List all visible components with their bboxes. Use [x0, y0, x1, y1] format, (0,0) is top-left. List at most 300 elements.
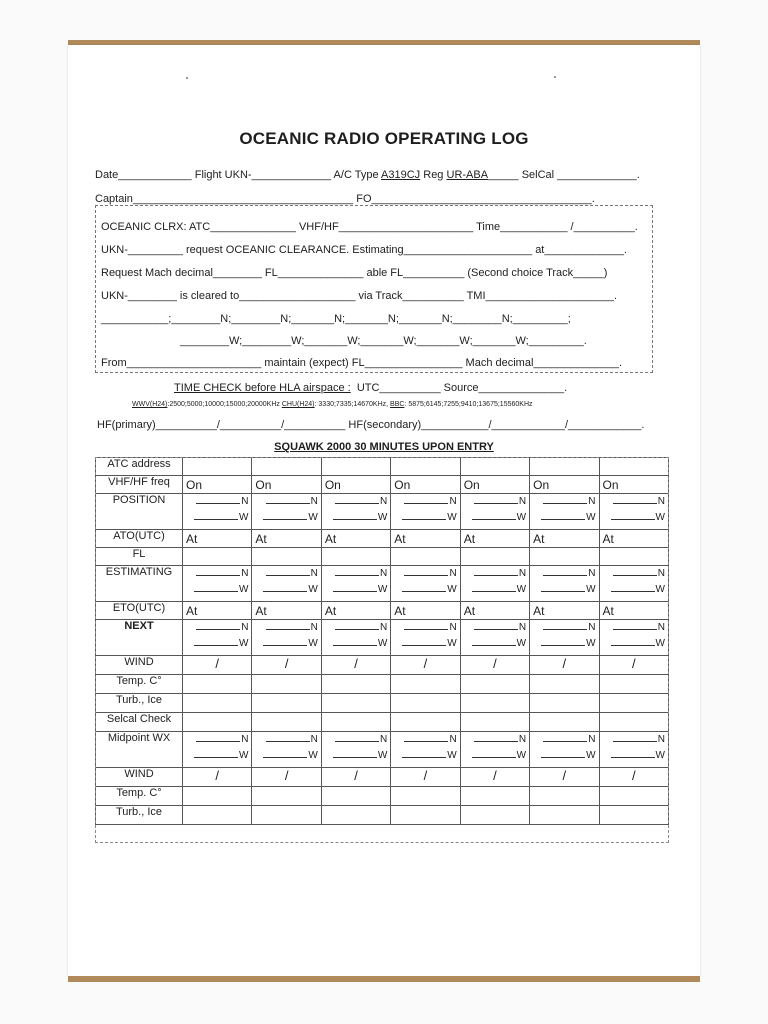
n-label: N — [380, 734, 388, 745]
header-line-1: Date____________ Flight UKN-_____________ A/C Type A319CJ Reg UR-ABA_____ SelCal _____________. — [95, 169, 640, 181]
clearance-line-4: UKN-________ is cleared to___________________ via Track__________ TMI_____________________. — [101, 290, 618, 302]
slash: / — [423, 656, 428, 671]
entry-cell[interactable] — [599, 787, 668, 806]
freq-cell[interactable] — [321, 476, 390, 494]
time-check-label: TIME CHECK before HLA airspace : — [174, 382, 351, 394]
n-label: N — [310, 622, 318, 633]
n-label: N — [588, 734, 596, 745]
wind-cell[interactable] — [460, 656, 529, 675]
time-cell[interactable] — [252, 602, 321, 620]
vhf-hf-label: VHF/HF — [298, 221, 339, 233]
w-label: W — [655, 584, 665, 595]
coord-cell[interactable] — [252, 732, 321, 768]
slash: / — [354, 656, 358, 671]
cleared-to-label: is cleared to — [179, 290, 240, 302]
w-label: W — [377, 750, 388, 761]
row-freq — [96, 476, 669, 494]
w-label: W — [516, 750, 527, 761]
row-fl — [96, 548, 669, 566]
entry-cell[interactable] — [391, 787, 460, 806]
row-midpoint — [96, 732, 669, 768]
at-label: At — [602, 532, 614, 546]
paren-close: ) — [603, 267, 608, 279]
coord-cell[interactable] — [599, 620, 668, 656]
wind-cell[interactable] — [183, 768, 252, 787]
w-label: W; — [459, 335, 473, 347]
entry-cell[interactable] — [391, 675, 460, 694]
w-label: W; — [228, 335, 243, 347]
row-label: Turb., Ice — [96, 694, 183, 713]
slash: / — [281, 419, 285, 431]
on-label: On — [324, 478, 341, 492]
entry-cell[interactable] — [183, 458, 252, 476]
wind-cell[interactable] — [252, 768, 321, 787]
at-label: At — [394, 532, 406, 546]
reg-value: UR-ABA — [446, 169, 489, 181]
w-label: W — [308, 512, 318, 523]
w-label: W — [238, 638, 249, 649]
tmi-label: TMI — [466, 290, 486, 302]
entry-cell[interactable] — [391, 694, 460, 713]
coord-cell[interactable] — [321, 566, 390, 602]
on-label: On — [602, 478, 619, 492]
on-label: On — [533, 478, 550, 492]
row-turb2 — [96, 806, 669, 825]
entry-cell[interactable] — [183, 806, 252, 825]
second-choice-track-label: (Second choice Track — [467, 267, 574, 279]
chu-freqs: : 3330;7335;14670KHz, — [314, 401, 389, 408]
slash: / — [215, 656, 220, 671]
w-label: W — [447, 512, 457, 523]
coord-cell[interactable] — [252, 494, 321, 530]
at-label: At — [394, 604, 406, 618]
request-mach-label: Request Mach decimal — [101, 267, 213, 279]
coord-cell[interactable] — [321, 732, 390, 768]
on-label: On — [255, 478, 272, 492]
time-label: Time — [476, 221, 501, 233]
entry-cell[interactable] — [391, 458, 460, 476]
squawk-notice: SQUAWK 2000 30 MINUTES UPON ENTRY — [274, 441, 494, 453]
n-label: N — [310, 568, 318, 579]
n-label: N — [657, 622, 665, 633]
entry-cell[interactable] — [183, 675, 252, 694]
time-cell[interactable] — [183, 602, 252, 620]
wind-cell[interactable] — [599, 768, 668, 787]
slash: / — [631, 656, 636, 671]
n-label: N — [518, 568, 527, 579]
row-label: Midpoint WX — [96, 732, 183, 768]
row-estimating — [96, 566, 669, 602]
via-track-label: via Track — [358, 290, 403, 302]
entry-cell[interactable] — [460, 675, 529, 694]
entry-cell[interactable] — [599, 548, 668, 566]
n-label: N; — [220, 313, 232, 325]
time-cell[interactable] — [321, 530, 390, 548]
slash: / — [216, 419, 220, 431]
coord-cell[interactable] — [530, 620, 599, 656]
n-label: N — [449, 568, 457, 579]
fl-label: FL — [264, 267, 278, 279]
slash: / — [284, 768, 289, 783]
freq-cell[interactable] — [183, 476, 252, 494]
on-label: On — [394, 478, 411, 492]
actype-value: A319CJ — [381, 169, 421, 181]
entry-cell[interactable] — [391, 713, 460, 732]
on-label: On — [463, 478, 480, 492]
entry-cell[interactable] — [252, 787, 321, 806]
row-position — [96, 494, 669, 530]
n-label: N; — [387, 313, 399, 325]
at-label: At — [255, 532, 267, 546]
at-label: At — [186, 532, 198, 546]
speck — [186, 77, 188, 79]
coord-cell[interactable] — [460, 494, 529, 530]
w-label: W; — [403, 335, 417, 347]
row-label: Temp. C° — [96, 787, 183, 806]
row-label: Temp. C° — [96, 675, 183, 694]
wind-cell[interactable] — [599, 656, 668, 675]
source-label: Source — [443, 382, 479, 394]
entry-cell[interactable] — [599, 458, 668, 476]
wind-cell[interactable] — [183, 656, 252, 675]
coord-cell[interactable] — [599, 732, 668, 768]
request-clearance-text: request OCEANIC CLEARANCE. Estimating — [186, 244, 404, 256]
w-label: W; — [291, 335, 305, 347]
coord-cell[interactable] — [252, 566, 321, 602]
date-label: Date — [95, 169, 119, 181]
freq-cell[interactable] — [460, 476, 529, 494]
slash: / — [488, 419, 492, 431]
clearance-line-6: ________W;________W;_______W;_______W;_______W;_______W;_________. — [180, 335, 587, 347]
freq-cell[interactable] — [599, 476, 668, 494]
entry-cell[interactable] — [530, 694, 599, 713]
reg-label: Reg — [423, 169, 444, 181]
at-label: At — [324, 532, 337, 546]
at-label: At — [255, 604, 267, 618]
time-slash: / — [570, 221, 574, 233]
clearance-line-2: UKN-_________ request OCEANIC CLEARANCE. Estimating_____________________ at_____________. — [101, 244, 627, 256]
row-wind2 — [96, 768, 669, 787]
slash: / — [562, 768, 567, 783]
row-label: ATO(UTC) — [96, 530, 183, 548]
wwv-freqs: :2500;5000;10000;15000;20000KHz — [167, 401, 280, 408]
entry-cell[interactable] — [599, 713, 668, 732]
row-selcal — [96, 713, 669, 732]
selcal-label: SelCal — [521, 169, 555, 181]
n-label: N — [380, 496, 388, 507]
time-cell[interactable] — [599, 602, 668, 620]
coord-cell[interactable] — [183, 620, 252, 656]
w-label: W — [516, 512, 527, 523]
w-label: W — [308, 584, 318, 595]
log-table — [95, 457, 669, 825]
entry-cell[interactable] — [599, 694, 668, 713]
w-label: W — [516, 638, 527, 649]
entry-cell[interactable] — [321, 694, 390, 713]
n-label: N; — [334, 313, 346, 325]
time-cell[interactable] — [321, 602, 390, 620]
n-label: N — [588, 568, 596, 579]
row-next — [96, 620, 669, 656]
w-label: W — [655, 638, 665, 649]
n-label: N; — [501, 313, 513, 325]
w-label: W — [655, 512, 665, 523]
coord-cell[interactable] — [391, 566, 460, 602]
n-label: N — [449, 734, 457, 745]
row-atc_address — [96, 458, 669, 476]
coord-cell[interactable] — [530, 732, 599, 768]
wind-cell[interactable] — [460, 768, 529, 787]
at-label: At — [463, 604, 476, 618]
n-label: N — [518, 496, 527, 507]
entry-cell[interactable] — [321, 458, 390, 476]
time-cell[interactable] — [391, 602, 460, 620]
clearance-line-7: From______________________ maintain (expect) FL________________ Mach decimal______________. — [101, 357, 623, 369]
entry-cell[interactable] — [252, 675, 321, 694]
wind-cell[interactable] — [530, 656, 599, 675]
slash: / — [493, 768, 497, 783]
entry-cell[interactable] — [391, 806, 460, 825]
time-cell[interactable] — [252, 530, 321, 548]
mach-decimal-label: Mach decimal — [465, 357, 534, 369]
utc-label: UTC — [356, 382, 380, 394]
wind-cell[interactable] — [321, 656, 390, 675]
entry-cell[interactable] — [321, 713, 390, 732]
slash: / — [215, 768, 220, 783]
row-label: ATC address — [96, 458, 183, 476]
entry-cell[interactable] — [460, 694, 529, 713]
coord-cell[interactable] — [321, 620, 390, 656]
from-label: From — [101, 357, 127, 369]
entry-cell[interactable] — [460, 787, 529, 806]
entry-cell[interactable] — [183, 694, 252, 713]
slash: / — [562, 656, 567, 671]
n-label: N — [657, 496, 665, 507]
coord-cell[interactable] — [460, 620, 529, 656]
coord-cell[interactable] — [391, 494, 460, 530]
at-label: at — [535, 244, 545, 256]
slash: / — [423, 768, 428, 783]
on-label: On — [186, 478, 203, 492]
chu-label: CHU(H24) — [281, 401, 315, 408]
n-label: N; — [441, 313, 453, 325]
n-label: N — [241, 568, 249, 579]
coord-cell[interactable] — [530, 566, 599, 602]
entry-cell[interactable] — [321, 675, 390, 694]
ukn-label: UKN- — [101, 244, 128, 256]
row-temp2 — [96, 787, 669, 806]
row-turb — [96, 694, 669, 713]
w-label: W; — [347, 335, 361, 347]
freq-cell[interactable] — [530, 476, 599, 494]
able-fl-label: able FL — [366, 267, 404, 279]
entry-cell[interactable] — [183, 713, 252, 732]
entry-cell[interactable] — [183, 548, 252, 566]
entry-cell[interactable] — [530, 458, 599, 476]
n-label: N — [310, 496, 318, 507]
time-frequencies — [132, 401, 533, 408]
w-label: W; — [515, 335, 529, 347]
clearance-line-3: Request Mach decimal________ FL______________ able FL__________ (Second choice Track_____) — [101, 267, 608, 279]
entry-cell[interactable] — [252, 548, 321, 566]
row-label: ETO(UTC) — [96, 602, 183, 620]
n-label: N — [380, 568, 388, 579]
n-label: N — [241, 622, 249, 633]
w-label: W — [377, 638, 388, 649]
at-label: At — [602, 604, 614, 618]
time-check-line: TIME CHECK before HLA airspace : UTC__________ Source______________. — [174, 382, 568, 394]
actype-label: A/C Type — [333, 169, 379, 181]
row-label: ESTIMATING — [96, 566, 183, 602]
row-label: POSITION — [96, 494, 183, 530]
coord-cell[interactable] — [252, 620, 321, 656]
n-label: N — [518, 734, 527, 745]
time-cell[interactable] — [183, 530, 252, 548]
w-label: W — [447, 584, 457, 595]
hf-primary-label: HF(primary) — [97, 419, 156, 431]
entry-cell[interactable] — [530, 806, 599, 825]
wind-cell[interactable] — [391, 768, 460, 787]
time-cell[interactable] — [599, 530, 668, 548]
bbc-label: BBC — [390, 401, 405, 408]
at-label: At — [324, 604, 337, 618]
at-label: At — [533, 604, 545, 618]
time-cell[interactable] — [460, 530, 529, 548]
wind-cell[interactable] — [530, 768, 599, 787]
hf-line: HF(primary)__________/__________/__________ HF(secondary)___________/____________/____________. — [97, 419, 645, 431]
time-cell[interactable] — [530, 530, 599, 548]
w-label: W — [655, 750, 665, 761]
ukn-label: UKN- — [101, 290, 128, 302]
n-label: N; — [280, 313, 292, 325]
n-label: N — [310, 734, 318, 745]
n-label: N — [449, 622, 457, 633]
entry-cell[interactable] — [321, 806, 390, 825]
n-label: N — [588, 622, 596, 633]
w-label: W — [238, 584, 249, 595]
entry-cell[interactable] — [321, 548, 390, 566]
coord-cell[interactable] — [183, 566, 252, 602]
time-cell[interactable] — [530, 602, 599, 620]
slash: / — [631, 768, 636, 783]
entry-cell[interactable] — [252, 694, 321, 713]
clearance-line-1: OCEANIC CLRX: ATC______________ VHF/HF______________________ Time___________ /__________. — [101, 221, 638, 233]
entry-cell[interactable] — [460, 806, 529, 825]
row-ato — [96, 530, 669, 548]
w-label: W — [586, 638, 596, 649]
entry-cell[interactable] — [530, 787, 599, 806]
entry-cell[interactable] — [530, 713, 599, 732]
w-label: W — [516, 584, 527, 595]
at-label: At — [463, 532, 476, 546]
entry-cell[interactable] — [321, 787, 390, 806]
coord-cell[interactable] — [599, 494, 668, 530]
wind-cell[interactable] — [391, 656, 460, 675]
freq-cell[interactable] — [391, 476, 460, 494]
row-label: Selcal Check — [96, 713, 183, 732]
w-label: W — [586, 584, 596, 595]
wwv-label: WWV(H24) — [132, 401, 168, 408]
page-title: OCEANIC RADIO OPERATING LOG — [239, 129, 529, 148]
hf-secondary-label: HF(secondary) — [348, 419, 422, 431]
w-label: W — [308, 638, 318, 649]
n-label: N — [449, 496, 457, 507]
at-label: At — [533, 532, 545, 546]
slash: / — [564, 419, 568, 431]
time-cell[interactable] — [391, 530, 460, 548]
coord-cell[interactable] — [391, 620, 460, 656]
entry-cell[interactable] — [252, 713, 321, 732]
fo-label: FO — [356, 193, 372, 205]
clearance-line-5: ___________;________N;________N;_______N;_______N;_______N;________N;_________; — [101, 313, 571, 325]
row-label: WIND — [96, 656, 183, 675]
header-line-2: Captain____________________________________ FO____________________________________. — [95, 193, 595, 205]
maintain-fl-label: maintain (expect) FL — [264, 357, 365, 369]
time-cell[interactable] — [460, 602, 529, 620]
entry-cell[interactable] — [183, 787, 252, 806]
n-label: N — [657, 568, 665, 579]
flight-label: Flight UKN- — [194, 169, 252, 181]
speck — [554, 76, 556, 78]
wind-cell[interactable] — [252, 656, 321, 675]
n-label: N — [380, 622, 388, 633]
entry-cell[interactable] — [391, 548, 460, 566]
entry-cell[interactable] — [530, 675, 599, 694]
wind-cell[interactable] — [321, 768, 390, 787]
slash: / — [284, 656, 289, 671]
row-label: VHF/HF freq — [96, 476, 183, 494]
entry-cell[interactable] — [460, 713, 529, 732]
entry-cell[interactable] — [460, 458, 529, 476]
coord-cell[interactable] — [460, 732, 529, 768]
n-label: N — [657, 734, 665, 745]
row-label: WIND — [96, 768, 183, 787]
coord-cell[interactable] — [391, 732, 460, 768]
row-wind — [96, 656, 669, 675]
coord-cell[interactable] — [530, 494, 599, 530]
entry-cell[interactable] — [599, 806, 668, 825]
entry-cell[interactable] — [252, 458, 321, 476]
coord-cell[interactable] — [460, 566, 529, 602]
entry-cell[interactable] — [252, 806, 321, 825]
n-label: N — [241, 734, 249, 745]
bbc-freqs: : 5875;6145;7255;9410;13675;15560KHz — [404, 401, 533, 408]
n-label: N — [241, 496, 249, 507]
row-label: FL — [96, 548, 183, 566]
entry-cell[interactable] — [530, 548, 599, 566]
w-label: W — [586, 512, 596, 523]
row-label: Turb., Ice — [96, 806, 183, 825]
freq-cell[interactable] — [252, 476, 321, 494]
w-label: W — [377, 512, 388, 523]
entry-cell[interactable] — [460, 548, 529, 566]
paper-edge-bottom — [68, 976, 700, 982]
at-label: At — [186, 604, 198, 618]
w-label: W — [586, 750, 596, 761]
w-label: W — [447, 638, 457, 649]
coord-cell[interactable] — [599, 566, 668, 602]
w-label: W — [447, 750, 457, 761]
w-label: W — [308, 750, 318, 761]
coord-cell[interactable] — [183, 732, 252, 768]
slash: / — [493, 656, 497, 671]
entry-cell[interactable] — [599, 675, 668, 694]
clrx-atc-label: OCEANIC CLRX: ATC — [101, 221, 211, 233]
coord-cell[interactable] — [321, 494, 390, 530]
row-temp — [96, 675, 669, 694]
w-label: W — [238, 512, 249, 523]
coord-cell[interactable] — [183, 494, 252, 530]
